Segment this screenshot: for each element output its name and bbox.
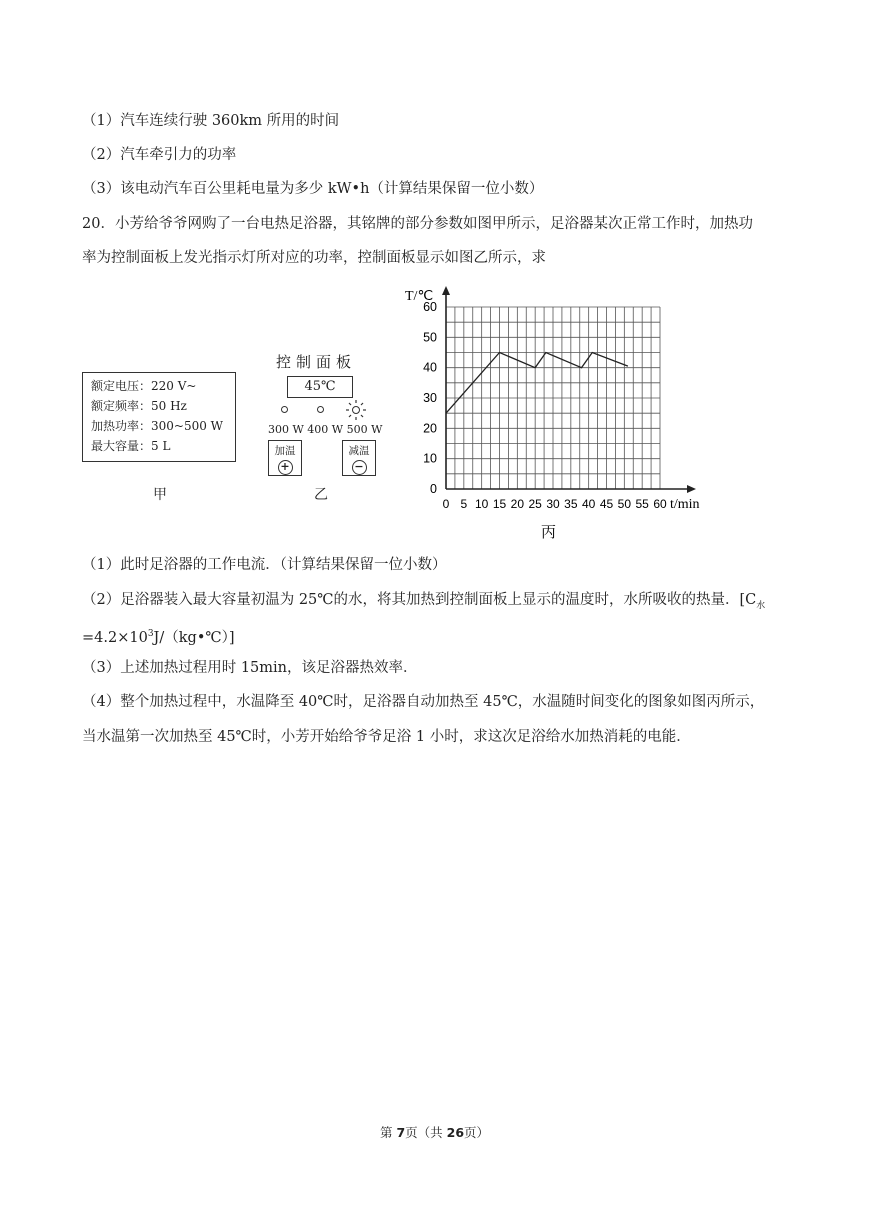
nameplate-capacity: 最大容量：5 L [91,439,171,453]
x-tick-label: 40 [581,497,596,511]
y-tick-label: 20 [423,421,437,436]
heat-up-label: 加温 [274,445,296,457]
specific-heat-unit: J/（kg•℃）] [153,629,235,646]
specific-heat-value: =4.2×10 [82,629,148,646]
x-axis-arrow [687,485,696,493]
x-tick-label: 15 [492,497,507,511]
x-tick-label: 35 [564,497,578,511]
y-tick-label: 30 [423,391,437,405]
y-axis-arrow [442,286,450,295]
page-footer [0,1123,869,1141]
nameplate-power: 加热功率：300~500 W [91,419,224,433]
footer-middle: 页（共 [405,1125,447,1140]
q20-sub1: （1）此时足浴器的工作电流．（计算结果保留一位小数） [82,557,447,573]
x-tick-label: 5 [460,497,468,511]
y-tick-label: 40 [423,360,437,375]
figure-yi-caption: 乙 [314,487,328,503]
indicator-500w-lit [345,399,367,421]
heat-up-button [268,440,302,476]
minus-icon: − [352,460,367,475]
y-tick-label: 0 [430,482,437,496]
x-tick-label: 45 [599,497,614,511]
nameplate-frequency: 额定频率：50 Hz [91,399,187,413]
x-tick-label: 25 [528,497,542,511]
y-tick-label: 60 [423,300,437,314]
power-labels: 300 W 400 W 500 W [268,423,383,436]
cool-down-button [342,440,376,476]
cool-down-label: 减温 [348,445,370,457]
page-number: 7 [396,1125,406,1140]
x-tick-label: 55 [635,497,649,511]
indicator-300w [281,406,288,413]
footer-suffix: 页） [464,1125,490,1140]
x-tick-label: 60 [653,497,667,511]
q20-intro-line1: 20．小芳给爷爷网购了一台电热足浴器，其铭牌的部分参数如图甲所示，足浴器某次正常工作时，加热功 [82,216,753,232]
x-tick-label: 10 [474,497,489,511]
x-tick-label: 30 [546,497,560,511]
water-subscript: 水 [756,600,766,611]
nameplate-figure [82,372,236,462]
y-tick-label: 10 [423,451,437,466]
prev-question-3: （3）该电动汽车百公里耗电量为多少 kW•h（计算结果保留一位小数） [82,181,544,197]
q20-sub4-line1: （4）整个加热过程中，水温降至 40℃时，足浴器自动加热至 45℃，水温随时间变化的图象如图丙所示， [82,694,765,710]
q20-sub4-line2: 当水温第一次加热至 45℃时，小芳开始给爷爷足浴 1 小时，求这次足浴给水加热消耗的电能． [82,729,691,745]
control-panel-title: 控制面板 [276,353,357,371]
plus-icon: + [278,460,293,475]
y-axis-label: T/℃ [405,289,434,304]
indicator-400w [317,406,324,413]
figure-bing-caption: 丙 [541,523,557,541]
specific-heat-exponent: 3 [147,629,154,639]
y-tick-label: 50 [423,330,437,345]
prev-question-2: （2）汽车牵引力的功率 [82,147,237,163]
temperature-time-chart [395,280,715,545]
nameplate-voltage: 额定电压：220 V~ [91,379,197,393]
x-tick-label: 0 [442,497,450,511]
x-tick-label: 20 [510,497,525,511]
figure-jia-caption: 甲 [153,487,167,503]
x-tick-label: 50 [617,497,632,511]
temperature-display: 45℃ [287,376,353,398]
page-total: 26 [446,1125,465,1140]
q20-sub2 [82,590,765,616]
q20-sub2-text: （2）足浴器装入最大容量初温为 25℃的水，将其加热到控制面板上显示的温度时，水所吸收的热量．[C [82,592,757,608]
footer-prefix: 第 [379,1125,397,1140]
x-axis-label: t/min [670,497,700,512]
q20-sub2-cont [82,624,235,648]
prev-question-1: （1）汽车连续行驶 360km 所用的时间 [82,113,340,129]
q20-intro-line2: 率为控制面板上发光指示灯所对应的功率，控制面板显示如图乙所示，求 [82,250,546,266]
q20-sub3: （3）上述加热过程用时 15min，该足浴器热效率． [82,660,418,676]
